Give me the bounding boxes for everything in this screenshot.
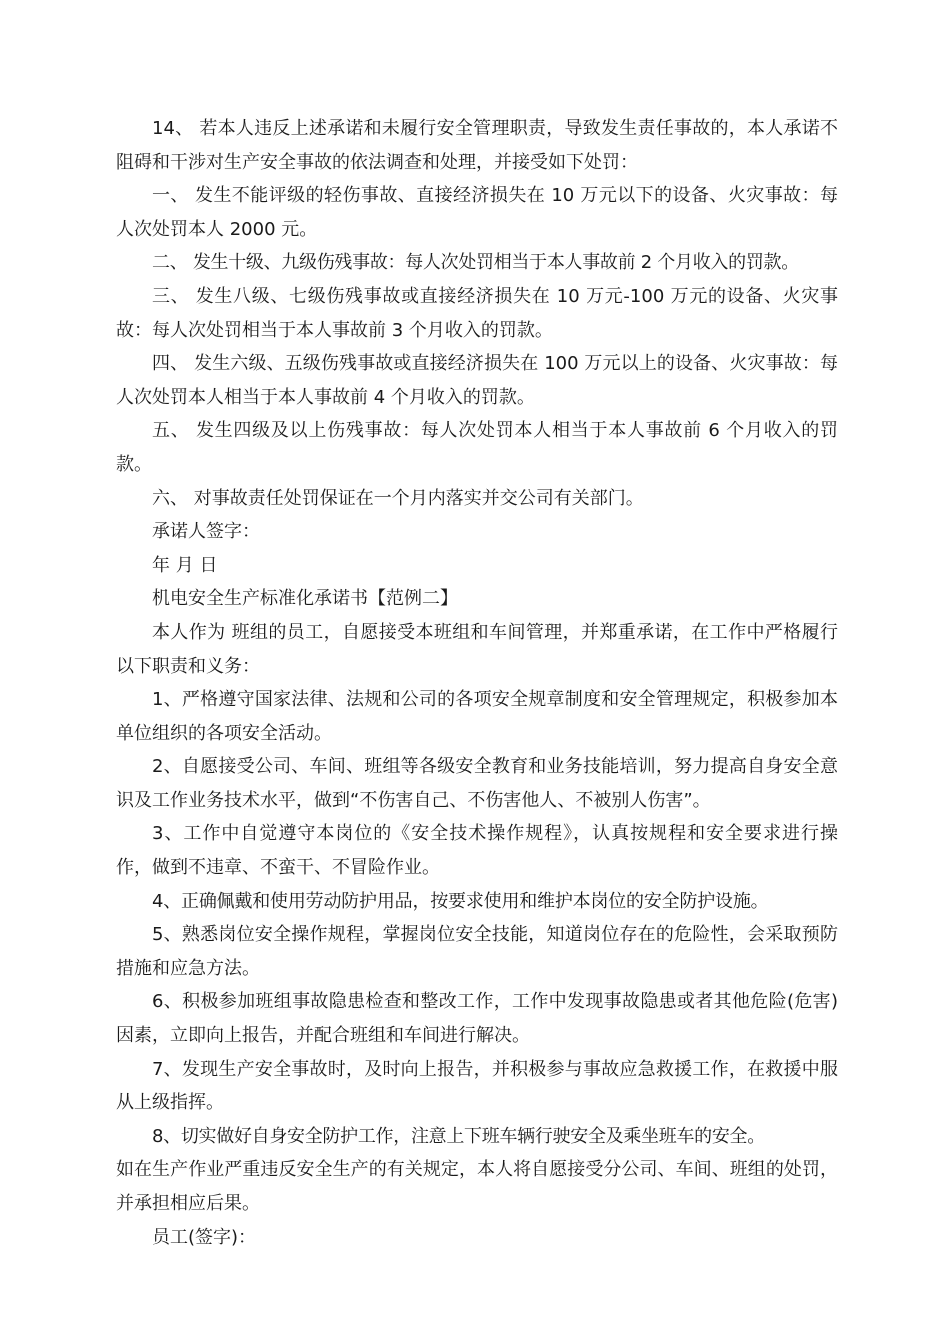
duty-item-4: 4、正确佩戴和使用劳动防护用品，按要求使用和维护本岗位的安全防护设施。 (152, 890, 769, 912)
penalty-item-5: 五、 发生四级及以上伤残事故：每人次处罚本人相当于本人事故前 6 个月收入的罚款。 (116, 420, 838, 475)
penalty-item-3: 三、 发生八级、七级伤残事故或直接经济损失在 10 万元-100 万元的设备、火灾事故：每人次处罚相当于本人事故前 3 个月收入的罚款。 (116, 285, 838, 341)
section-title: 机电安全生产标准化承诺书【范例二】 (152, 588, 458, 610)
penalty-item-6: 六、 对事故责任处罚保证在一个月内落实并交公司有关部门。 (152, 487, 644, 509)
duty-item-8: 8、切实做好自身安全防护工作，注意上下班车辆行驶安全及乘坐班车的安全。 (152, 1125, 765, 1147)
pledger-signature: 承诺人签字： (152, 521, 260, 543)
penalty-item-1: 一、 发生不能评级的轻伤事故、直接经济损失在 10 万元以下的设备、火灾事故：每人次处罚本人 2000 元。 (116, 185, 838, 240)
violation-statement: 如在生产作业严重违反安全生产的有关规定，本人将自愿接受分公司、车间、班组的处罚，并承担相应后果。 (116, 1159, 838, 1214)
penalty-clause-14: 14、 若本人违反上述承诺和未履行安全管理职责，导致发生责任事故的，本人承诺不阻碍和干涉对生产安全事故的依法调查和处理，并接受如下处罚： (116, 118, 838, 173)
duty-item-2: 2、自愿接受公司、车间、班组等各级安全教育和业务技能培训，努力提高自身安全意识及工作业务技术水平，做到“不伤害自己、不伤害他人、不被别人伤害”。 (116, 756, 838, 811)
duty-item-5: 5、熟悉岗位安全操作规程，掌握岗位安全技能，知道岗位存在的危险性，会采取预防措施和应急方法。 (116, 924, 838, 979)
duty-item-1: 1、严格遵守国家法律、法规和公司的各项安全规章制度和安全管理规定，积极参加本单位组织的各项安全活动。 (116, 689, 838, 744)
intro-paragraph: 本人作为 班组的员工，自愿接受本班组和车间管理，并郑重承诺，在工作中严格履行以下职责和义务： (116, 621, 838, 677)
employee-signature: 员工(签字)： (152, 1226, 257, 1248)
duty-item-7: 7、发现生产安全事故时，及时向上报告，并积极参与事故应急救援工作，在救援中服从上级指挥。 (116, 1058, 838, 1114)
penalty-item-4: 四、 发生六级、五级伤残事故或直接经济损失在 100 万元以上的设备、火灾事故：每人次处罚本人相当于本人事故前 4 个月收入的罚款。 (116, 353, 838, 408)
duty-item-6: 6、积极参加班组事故隐患检查和整改工作，工作中发现事故隐患或者其他危险(危害)因素，立即向上报告，并配合班组和车间进行解决。 (116, 991, 838, 1047)
document-body (116, 112, 838, 1254)
duty-item-3: 3、工作中自觉遵守本岗位的《安全技术操作规程》，认真按规程和安全要求进行操作，做到不违章、不蛮干、不冒险作业。 (116, 823, 838, 879)
penalty-item-2: 二、 发生十级、九级伤残事故：每人次处罚相当于本人事故前 2 个月收入的罚款。 (152, 252, 799, 274)
date-line: 年 月 日 (152, 554, 218, 576)
